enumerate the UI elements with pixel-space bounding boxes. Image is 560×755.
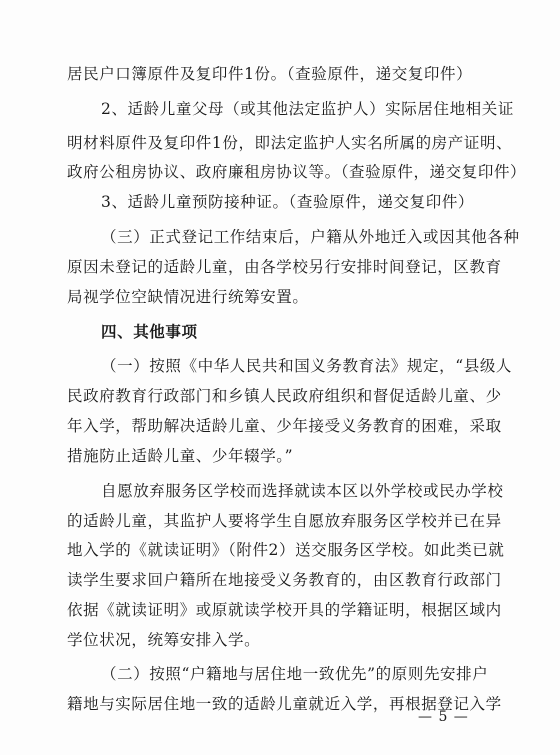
text-line-20: （二）按照“户籍地与居住地一致优先”的原则先安排户 xyxy=(101,665,489,683)
text-line-19: 学位状况，统筹安排入学。 xyxy=(67,631,261,649)
text-line-18: 依据《就读证明》或原就读学校开具的学籍证明，根据区域内 xyxy=(67,601,502,619)
text-line-1: 居民户口簿原件及复印件1份。（查验原件，递交复印件） xyxy=(67,65,473,83)
text-line-14: 自愿放弃服务区学校而选择就读本区以外学校或民办学校 xyxy=(101,482,504,500)
text-line-4: 政府公租房协议、政府廉租房协议等。（查验原件，递交复印件） xyxy=(67,163,527,181)
page-number: — 5 — xyxy=(418,709,469,725)
text-line-5: 3、适龄儿童预防接种证。（查验原件，递交复印件） xyxy=(101,193,475,211)
text-line-15: 的适龄儿童，其监护人要将学生自愿放弃服务区学校并已在异 xyxy=(67,512,502,530)
text-line-21: 籍地与实际居住地一致的适龄儿童就近入学，再根据登记入学 xyxy=(67,695,502,713)
text-line-3: 明材料原件及复印件1份，即法定监护人实名所属的房产证明、 xyxy=(67,134,513,152)
text-line-17: 读学生要求回户籍所在地接受义务教育的，由区教育行政部门 xyxy=(67,571,502,589)
text-line-11: 民政府教育行政部门和乡镇人民政府组织和督促适龄儿童、少 xyxy=(67,387,502,405)
text-line-6: （三）正式登记工作结束后，户籍从外地迁入或因其他各种 xyxy=(101,228,520,246)
text-line-10: （一）按照《中华人民共和国义务教育法》规定，“县级人 xyxy=(101,357,513,375)
text-line-8: 局视学位空缺情况进行统筹安置。 xyxy=(67,288,309,306)
section-heading: 四、其他事项 xyxy=(101,323,198,341)
text-line-2: 2、适龄儿童父母（或其他法定监护人）实际居住地相关证 xyxy=(101,100,514,118)
text-line-7: 原因未登记的适龄儿童，由各学校另行安排时间登记，区教育 xyxy=(67,258,502,276)
text-line-13: 措施防止适龄儿童、少年辍学。” xyxy=(67,447,294,465)
text-line-16: 地入学的《就读证明》（附件2）送交服务区学校。如此类已就 xyxy=(67,541,505,559)
text-line-12: 年入学，帮助解决适龄儿童、少年接受义务教育的困难，采取 xyxy=(67,417,502,435)
